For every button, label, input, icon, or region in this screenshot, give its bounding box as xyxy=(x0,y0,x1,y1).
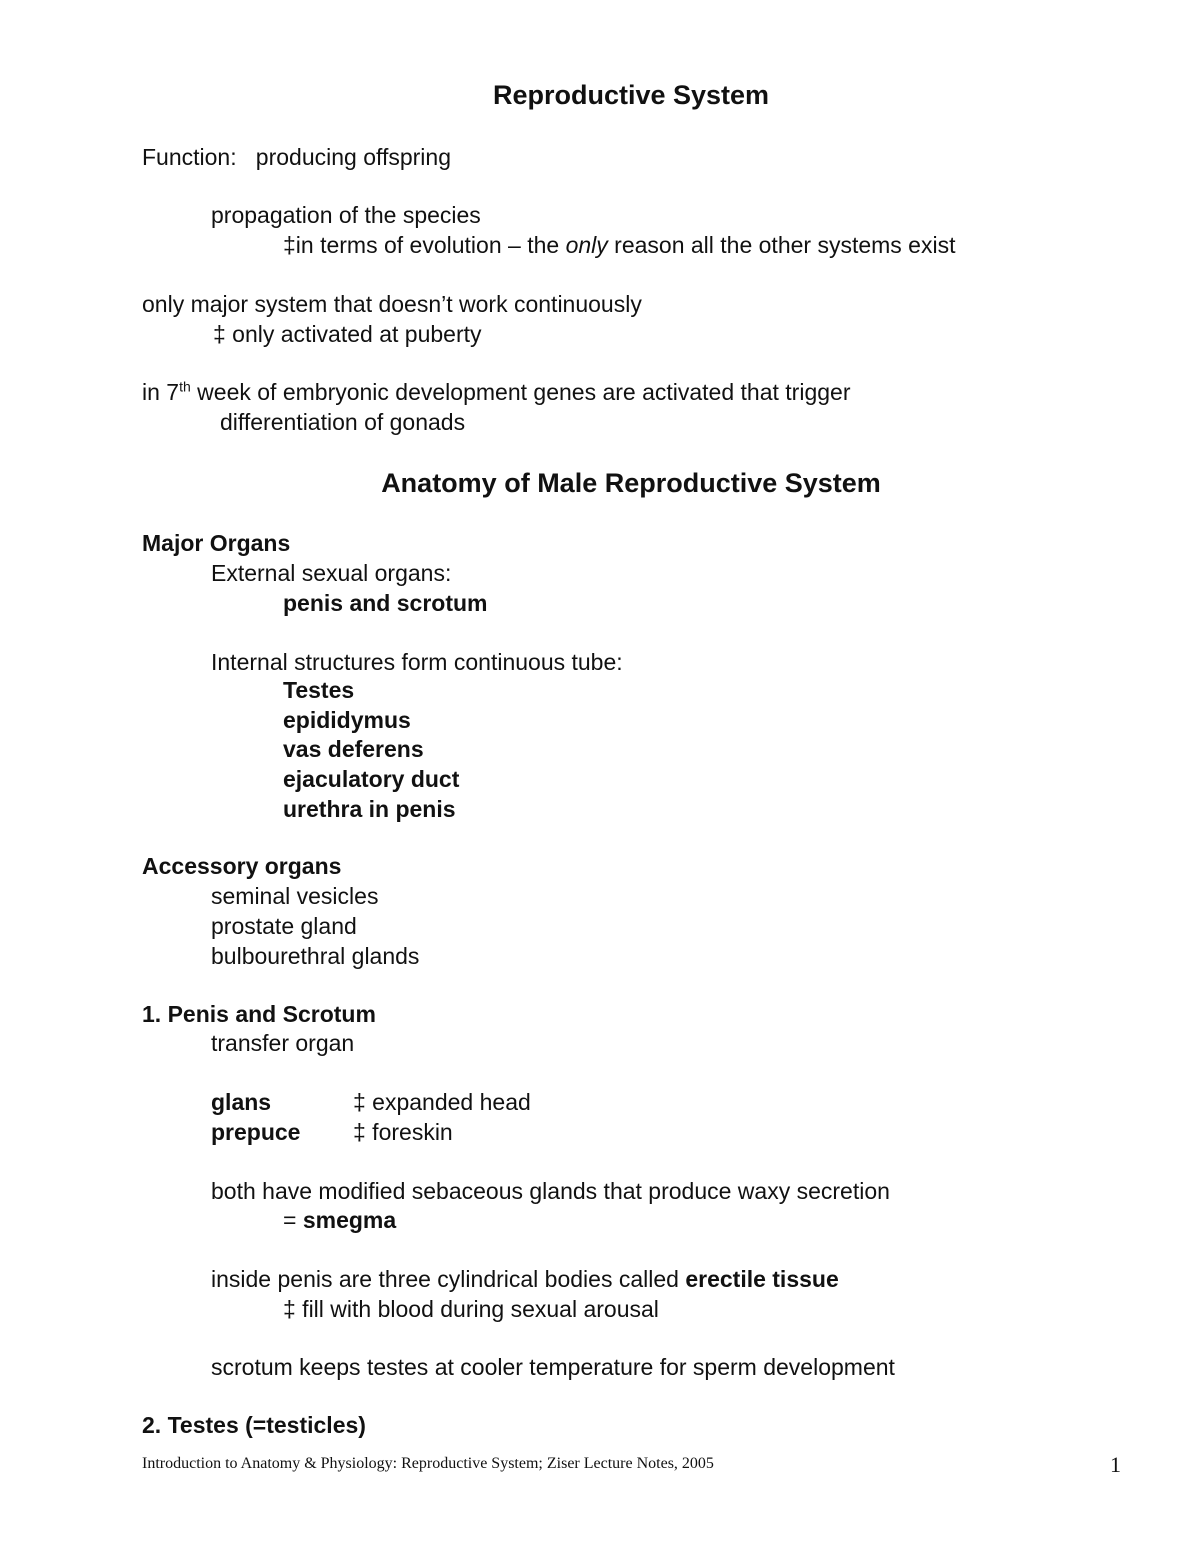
function-line xyxy=(142,143,451,171)
smegma-eq: = xyxy=(283,1207,303,1233)
week-pre: in 7 xyxy=(142,379,180,405)
propagation-line: propagation of the species xyxy=(211,202,481,228)
internal-item: epididymus xyxy=(283,707,411,733)
week-line xyxy=(142,378,850,406)
glans-line xyxy=(211,1088,531,1116)
internal-label: Internal structures form continuous tube: xyxy=(211,649,623,675)
prepuce-line xyxy=(211,1118,453,1146)
week-continuation: differentiation of gonads xyxy=(220,409,466,435)
erectile-pre: inside penis are three cylindrical bodies called xyxy=(211,1266,686,1292)
external-label: External sexual organs: xyxy=(211,560,452,586)
arrow-icon: ‡ xyxy=(213,321,226,347)
internal-item: urethra in penis xyxy=(283,796,456,822)
week-sup: th xyxy=(179,378,191,395)
smegma-line xyxy=(283,1206,396,1234)
erectile-term: erectile tissue xyxy=(685,1266,839,1292)
smegma-term: smegma xyxy=(302,1207,397,1233)
accessory-item: prostate gland xyxy=(211,913,357,939)
internal-item: ejaculatory duct xyxy=(283,766,460,792)
accessory-item: seminal vesicles xyxy=(211,883,379,909)
external-value: penis and scrotum xyxy=(283,590,488,616)
erectile-line xyxy=(211,1265,839,1293)
only-major-line: only major system that doesn’t work continuously xyxy=(142,291,642,317)
week-post: week of embryonic development genes are activated that trigger xyxy=(190,379,851,405)
internal-item: vas deferens xyxy=(283,736,424,762)
prepuce-def: foreskin xyxy=(365,1119,453,1145)
activated-text: only activated at puberty xyxy=(225,321,482,347)
transfer-line: transfer organ xyxy=(211,1030,355,1056)
sebaceous-line: both have modified sebaceous glands that produce waxy secretion xyxy=(211,1178,890,1204)
page-number: 1 xyxy=(1110,1452,1121,1477)
penis-scrotum-heading: 1. Penis and Scrotum xyxy=(142,1001,376,1027)
arrow-icon: ‡ xyxy=(283,232,296,258)
internal-item: Testes xyxy=(283,677,355,703)
evolution-line xyxy=(283,231,955,259)
fill-line xyxy=(283,1295,659,1323)
arrow-icon: ‡ xyxy=(353,1119,366,1145)
accessory-item: bulbourethral glands xyxy=(211,943,420,969)
activated-line xyxy=(213,320,482,348)
testes-heading: 2. Testes (=testicles) xyxy=(142,1412,366,1438)
glans-term: glans xyxy=(211,1089,272,1115)
arrow-icon: ‡ xyxy=(283,1296,296,1322)
footer-text: Introduction to Anatomy & Physiology: Reproductive System; Ziser Lecture Notes, 2005 xyxy=(142,1455,714,1472)
fill-text: fill with blood during sexual arousal xyxy=(295,1296,659,1322)
scrotum-line: scrotum keeps testes at cooler temperature for sperm development xyxy=(211,1354,895,1380)
evolution-pre: in terms of evolution – the xyxy=(295,232,566,258)
page-title: Reproductive System xyxy=(492,80,770,110)
function-label: Function: xyxy=(142,144,237,170)
arrow-icon: ‡ xyxy=(353,1089,366,1115)
evolution-emphasis: only xyxy=(565,232,608,258)
prepuce-term: prepuce xyxy=(211,1119,301,1145)
section-title: Anatomy of Male Reproductive System xyxy=(381,468,881,498)
evolution-post: reason all the other systems exist xyxy=(607,232,956,258)
major-organs-heading: Major Organs xyxy=(142,530,291,556)
accessory-heading: Accessory organs xyxy=(142,853,342,879)
function-value: producing offspring xyxy=(255,144,451,170)
glans-def: expanded head xyxy=(365,1089,531,1115)
